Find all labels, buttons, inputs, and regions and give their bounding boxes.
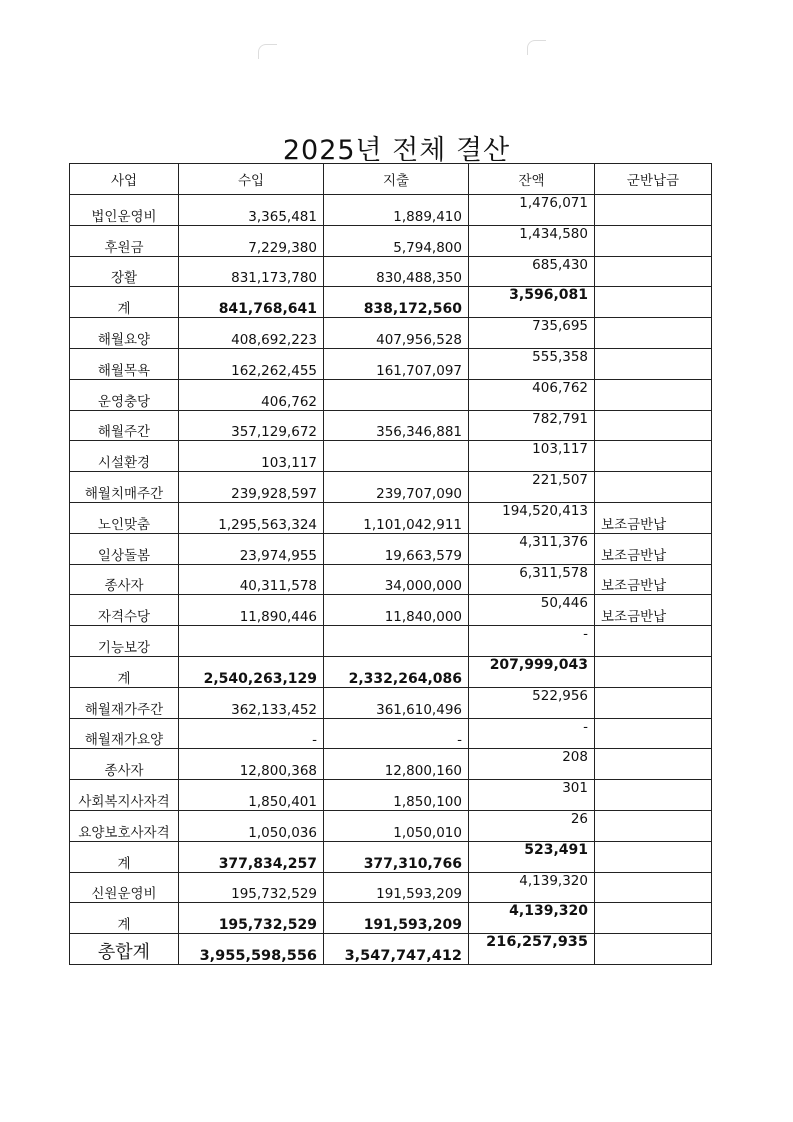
expense-cell: 1,101,042,911 xyxy=(324,502,469,533)
refund-note-cell xyxy=(595,903,712,934)
expense-cell xyxy=(324,441,469,472)
table-row xyxy=(70,533,712,564)
income-cell: 1,295,563,324 xyxy=(179,502,324,533)
table-row xyxy=(70,410,712,441)
table-row xyxy=(70,225,712,256)
table-row xyxy=(70,502,712,533)
table-row xyxy=(70,595,712,626)
row-label: 계 xyxy=(70,287,179,318)
balance-cell: 208 xyxy=(469,749,595,780)
refund-note-cell: 보조금반납 xyxy=(595,533,712,564)
balance-cell: - xyxy=(469,718,595,749)
table-row xyxy=(70,472,712,503)
row-label: 신원운영비 xyxy=(70,872,179,903)
income-cell: 406,762 xyxy=(179,379,324,410)
table-row xyxy=(70,195,712,226)
table-body xyxy=(70,195,712,965)
table-row xyxy=(70,441,712,472)
expense-cell: 838,172,560 xyxy=(324,287,469,318)
expense-cell xyxy=(324,626,469,657)
settlement-table xyxy=(69,163,712,965)
expense-cell: 1,050,010 xyxy=(324,810,469,841)
page-title: 2025년 전체 결산 xyxy=(282,135,511,166)
row-label: 일상돌봄 xyxy=(70,533,179,564)
income-cell: 195,732,529 xyxy=(179,903,324,934)
header-expense: 지출 xyxy=(324,164,469,195)
balance-cell: 4,311,376 xyxy=(469,533,595,564)
expense-cell: 11,840,000 xyxy=(324,595,469,626)
expense-cell: 361,610,496 xyxy=(324,687,469,718)
refund-note-cell: 보조금반납 xyxy=(595,564,712,595)
expense-cell: 191,593,209 xyxy=(324,872,469,903)
income-cell: 357,129,672 xyxy=(179,410,324,441)
refund-note-cell: 보조금반납 xyxy=(595,595,712,626)
income-cell: 841,768,641 xyxy=(179,287,324,318)
refund-note-cell xyxy=(595,780,712,811)
expense-cell: 5,794,800 xyxy=(324,225,469,256)
expense-cell: 356,346,881 xyxy=(324,410,469,441)
row-label: 노인맞춤 xyxy=(70,502,179,533)
row-label: 계 xyxy=(70,656,179,687)
income-cell xyxy=(179,626,324,657)
scan-artifact xyxy=(258,44,277,59)
row-label: 해월주간 xyxy=(70,410,179,441)
income-cell: 12,800,368 xyxy=(179,749,324,780)
balance-cell: - xyxy=(469,626,595,657)
expense-cell: 377,310,766 xyxy=(324,841,469,872)
table-row xyxy=(70,626,712,657)
refund-note-cell xyxy=(595,749,712,780)
balance-cell: 522,956 xyxy=(469,687,595,718)
row-label: 해월목욕 xyxy=(70,348,179,379)
expense-cell: - xyxy=(324,718,469,749)
balance-cell: 103,117 xyxy=(469,441,595,472)
expense-cell: 830,488,350 xyxy=(324,256,469,287)
balance-cell: 26 xyxy=(469,810,595,841)
income-cell: 7,229,380 xyxy=(179,225,324,256)
table-row xyxy=(70,379,712,410)
expense-cell: 161,707,097 xyxy=(324,348,469,379)
expense-cell: 239,707,090 xyxy=(324,472,469,503)
header-county-refund: 군반납금 xyxy=(595,164,712,195)
income-cell: 23,974,955 xyxy=(179,533,324,564)
row-label: 사회복지사자격 xyxy=(70,780,179,811)
balance-cell: 216,257,935 xyxy=(469,934,595,965)
header-business: 사업 xyxy=(70,164,179,195)
income-cell: 362,133,452 xyxy=(179,687,324,718)
table-row xyxy=(70,348,712,379)
balance-cell: 1,476,071 xyxy=(469,195,595,226)
row-label: 자격수당 xyxy=(70,595,179,626)
refund-note-cell xyxy=(595,872,712,903)
balance-cell: 207,999,043 xyxy=(469,656,595,687)
expense-cell: 1,850,100 xyxy=(324,780,469,811)
income-cell: 162,262,455 xyxy=(179,348,324,379)
row-label: 해월재가요양 xyxy=(70,718,179,749)
scan-artifact xyxy=(527,40,546,55)
table-header-row xyxy=(70,164,712,195)
expense-cell: 34,000,000 xyxy=(324,564,469,595)
refund-note-cell xyxy=(595,718,712,749)
subtotal-row xyxy=(70,903,712,934)
refund-note-cell xyxy=(595,287,712,318)
balance-cell: 3,596,081 xyxy=(469,287,595,318)
expense-cell: 12,800,160 xyxy=(324,749,469,780)
table-row xyxy=(70,872,712,903)
balance-cell: 4,139,320 xyxy=(469,872,595,903)
refund-note-cell xyxy=(595,472,712,503)
income-cell: 40,311,578 xyxy=(179,564,324,595)
subtotal-row xyxy=(70,287,712,318)
balance-cell: 1,434,580 xyxy=(469,225,595,256)
income-cell: 195,732,529 xyxy=(179,872,324,903)
refund-note-cell xyxy=(595,687,712,718)
header-income: 수입 xyxy=(179,164,324,195)
refund-note-cell xyxy=(595,195,712,226)
expense-cell xyxy=(324,379,469,410)
expense-cell: 191,593,209 xyxy=(324,903,469,934)
expense-cell: 2,332,264,086 xyxy=(324,656,469,687)
row-label: 해월요양 xyxy=(70,318,179,349)
row-label: 종사자 xyxy=(70,564,179,595)
balance-cell: 221,507 xyxy=(469,472,595,503)
balance-cell: 50,446 xyxy=(469,595,595,626)
balance-cell: 685,430 xyxy=(469,256,595,287)
expense-cell: 19,663,579 xyxy=(324,533,469,564)
grand-total-row xyxy=(70,934,712,965)
income-cell: 408,692,223 xyxy=(179,318,324,349)
refund-note-cell xyxy=(595,934,712,965)
income-cell: 377,834,257 xyxy=(179,841,324,872)
refund-note-cell xyxy=(595,256,712,287)
row-label: 계 xyxy=(70,903,179,934)
row-label: 기능보강 xyxy=(70,626,179,657)
table-row xyxy=(70,780,712,811)
refund-note-cell xyxy=(595,626,712,657)
balance-cell: 194,520,413 xyxy=(469,502,595,533)
income-cell: 1,850,401 xyxy=(179,780,324,811)
subtotal-row xyxy=(70,841,712,872)
row-label: 장활 xyxy=(70,256,179,287)
row-label: 법인운영비 xyxy=(70,195,179,226)
header-balance: 잔액 xyxy=(469,164,595,195)
expense-cell: 407,956,528 xyxy=(324,318,469,349)
balance-cell: 4,139,320 xyxy=(469,903,595,934)
row-label: 해월재가주간 xyxy=(70,687,179,718)
income-cell: 1,050,036 xyxy=(179,810,324,841)
income-cell: 3,955,598,556 xyxy=(179,934,324,965)
refund-note-cell xyxy=(595,379,712,410)
table-row xyxy=(70,718,712,749)
row-label: 해월치매주간 xyxy=(70,472,179,503)
balance-cell: 555,358 xyxy=(469,348,595,379)
table-row xyxy=(70,687,712,718)
refund-note-cell xyxy=(595,441,712,472)
balance-cell: 782,791 xyxy=(469,410,595,441)
refund-note-cell xyxy=(595,225,712,256)
table-row xyxy=(70,564,712,595)
income-cell: 239,928,597 xyxy=(179,472,324,503)
row-label: 요양보호사자격 xyxy=(70,810,179,841)
expense-cell: 3,547,747,412 xyxy=(324,934,469,965)
row-label: 총합계 xyxy=(70,934,179,965)
balance-cell: 6,311,578 xyxy=(469,564,595,595)
row-label: 시설환경 xyxy=(70,441,179,472)
table-row xyxy=(70,749,712,780)
refund-note-cell xyxy=(595,348,712,379)
income-cell: 3,365,481 xyxy=(179,195,324,226)
row-label: 계 xyxy=(70,841,179,872)
refund-note-cell xyxy=(595,410,712,441)
income-cell: - xyxy=(179,718,324,749)
row-label: 후원금 xyxy=(70,225,179,256)
table-row xyxy=(70,810,712,841)
refund-note-cell xyxy=(595,810,712,841)
income-cell: 11,890,446 xyxy=(179,595,324,626)
subtotal-row xyxy=(70,656,712,687)
row-label: 종사자 xyxy=(70,749,179,780)
income-cell: 831,173,780 xyxy=(179,256,324,287)
table-row xyxy=(70,256,712,287)
balance-cell: 735,695 xyxy=(469,318,595,349)
refund-note-cell xyxy=(595,841,712,872)
balance-cell: 301 xyxy=(469,780,595,811)
refund-note-cell xyxy=(595,656,712,687)
table-row xyxy=(70,318,712,349)
balance-cell: 406,762 xyxy=(469,379,595,410)
income-cell: 2,540,263,129 xyxy=(179,656,324,687)
row-label: 운영충당 xyxy=(70,379,179,410)
expense-cell: 1,889,410 xyxy=(324,195,469,226)
income-cell: 103,117 xyxy=(179,441,324,472)
refund-note-cell xyxy=(595,318,712,349)
refund-note-cell: 보조금반납 xyxy=(595,502,712,533)
balance-cell: 523,491 xyxy=(469,841,595,872)
